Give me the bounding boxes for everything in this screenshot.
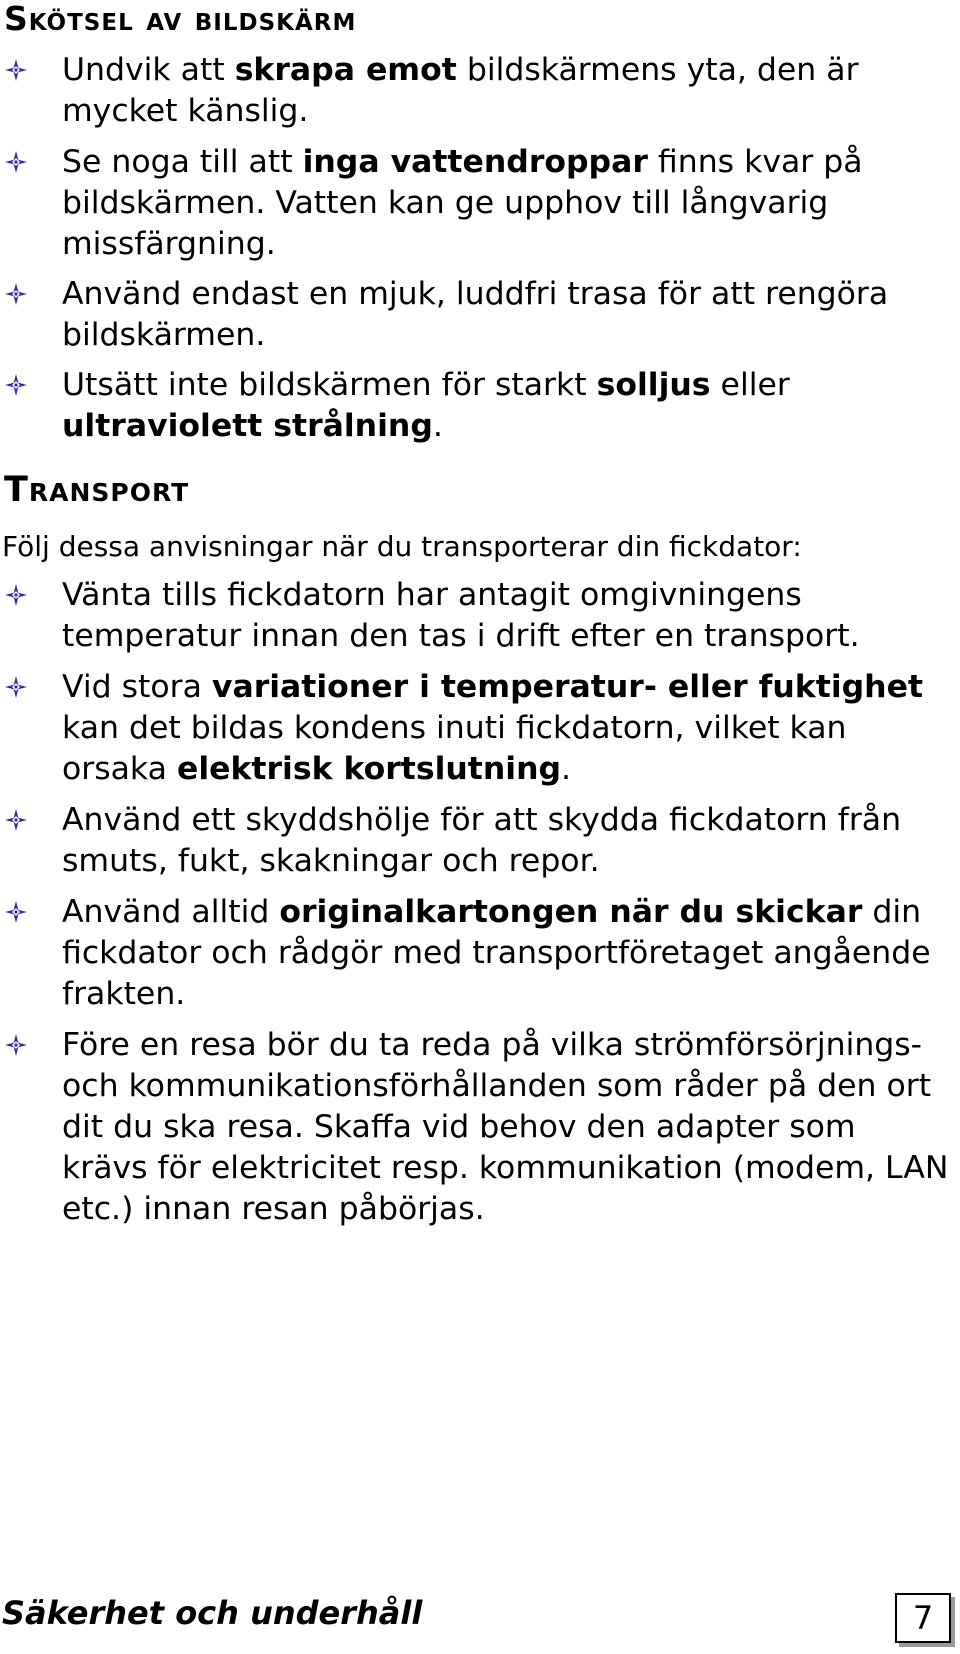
- page-number: 7: [895, 1593, 951, 1643]
- list-item: [0, 800, 950, 882]
- item-text: .: [432, 408, 443, 444]
- item-text: Vänta tills fickdatorn har antagit omgivningens temperatur innan den tas i drift efter en transport.: [62, 577, 860, 654]
- diamond-sparkle-icon: [4, 900, 28, 924]
- item-text: finns kvar på bildskärmen. Vatten kan ge upphov till långvarig missfärgning.: [62, 144, 863, 262]
- list-item: [0, 892, 950, 1015]
- item-text: Se noga till att: [62, 144, 303, 180]
- item-text: Använd ett skyddshölje för att skydda fickdatorn från smuts, fukt, skakningar och repor.: [62, 802, 902, 879]
- item-text: Använd alltid: [62, 894, 280, 930]
- bold-text: skrapa emot: [234, 52, 457, 88]
- item-text: bildskärmens yta, den är mycket känslig.: [62, 52, 859, 129]
- bold-text: solljus: [596, 367, 711, 403]
- item-text: Vid stora: [62, 669, 212, 705]
- list-item: [0, 667, 950, 790]
- care-list: [0, 50, 950, 447]
- diamond-sparkle-icon: [4, 808, 28, 832]
- item-text: Utsätt inte bildskärmen för starkt: [62, 367, 597, 403]
- section-heading-care: Skötsel av bildskärm: [4, 0, 357, 38]
- bold-text: originalkartongen när du skickar: [279, 894, 863, 930]
- list-item: [0, 1025, 950, 1230]
- item-text: kan det bildas kondens inuti fickdatorn, vilket kan orsaka: [62, 710, 847, 787]
- diamond-sparkle-icon: [4, 675, 28, 699]
- footer-title: Säkerhet och underhåll: [2, 1594, 423, 1632]
- item-text: .: [561, 751, 572, 787]
- list-item: [0, 274, 950, 356]
- list-item: [0, 50, 950, 132]
- diamond-sparkle-icon: [4, 58, 28, 82]
- item-text: Använd endast en mjuk, luddfri trasa för att rengöra bildskärmen.: [62, 276, 889, 353]
- list-item: [0, 575, 950, 657]
- bold-text: elektrisk kortslutning: [176, 751, 562, 787]
- list-item: [0, 142, 950, 265]
- bold-text: inga vattendroppar: [302, 144, 648, 180]
- list-item: [0, 365, 950, 447]
- item-text: din fickdator och rådgör med transportföretaget angående frakten.: [62, 894, 931, 1012]
- diamond-sparkle-icon: [4, 282, 28, 306]
- bold-text: variationer i temperatur- eller fuktighet: [211, 669, 924, 705]
- diamond-sparkle-icon: [4, 1033, 28, 1057]
- item-text: Före en resa bör du ta reda på vilka strömförsörjnings- och kommunikationsförhållanden som råder på den ort dit du ska resa. Skaffa vid behov den adapter som krävs för elektricitet resp. kommunikation (modem, LAN etc.) innan resan påbörjas.: [62, 1027, 949, 1227]
- diamond-sparkle-icon: [4, 373, 28, 397]
- item-text: Undvik att: [62, 52, 235, 88]
- item-text: eller: [710, 367, 790, 403]
- diamond-sparkle-icon: [4, 150, 28, 174]
- transport-list: [0, 575, 950, 1240]
- bold-text: ultraviolett strålning: [62, 408, 433, 444]
- section-heading-transport: Transport: [4, 470, 190, 510]
- transport-intro: Följ dessa anvisningar när du transporterar din fickdator:: [2, 530, 802, 563]
- diamond-sparkle-icon: [4, 583, 28, 607]
